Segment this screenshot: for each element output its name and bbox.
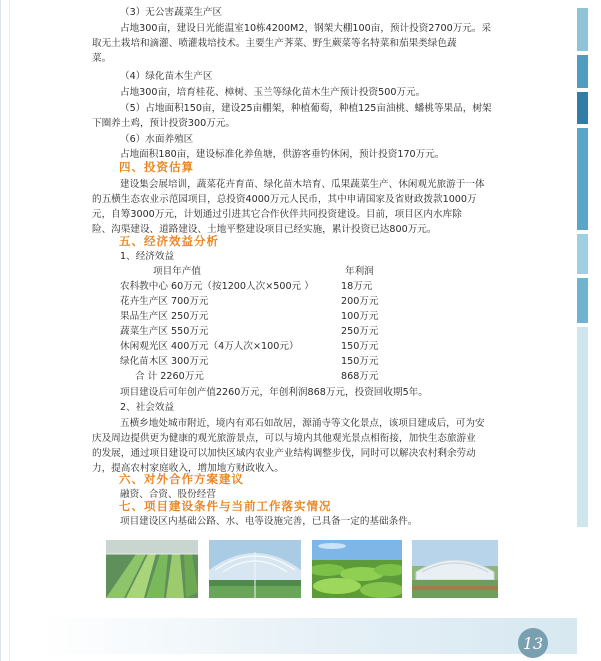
table-cell: 蔬菜生产区 550万元 (120, 326, 209, 337)
paragraph-line: 占地300亩，培育桂花、樟树、玉兰等绿化苗木生产预计投资500万元。 (120, 87, 426, 98)
table-cell: 868万元 (341, 371, 379, 382)
paragraph-line: 元，自筹3000万元，计划通过引进其它合作伙伴共同投资建设。目前，项目区内水库除 (92, 209, 462, 220)
photo-strip (106, 540, 498, 598)
paragraph-line: 庆及周边提供更为健康的观光旅游景点，可以与境内其他观光景点相衔接，加快生态旅游业 (92, 433, 476, 444)
table-cell: 绿化苗木区 300万元 (120, 356, 209, 367)
decor-bar (577, 55, 588, 88)
paragraph-line: 融资、合资、股份经营 (120, 489, 216, 500)
decor-bar (577, 278, 588, 323)
table-cell: 休闲观光区 400万元（4万人次×100元） (120, 341, 299, 352)
paragraph-line: 菜。 (92, 53, 112, 64)
heading-benefit-analysis: 五、经济效益分析 (119, 234, 219, 248)
left-divider (9, 0, 10, 661)
paragraph-line: 占地300亩，建设日光能温室10栋4200M2，钢架大棚100亩，预计投资2700万元。采 (120, 23, 492, 34)
decor-bar (577, 92, 588, 124)
decor-bar (577, 8, 588, 51)
paragraph-line: 的发展，通过项目建设可以加快区域内农业产业结构调整步伐，同时可以解决农村剩余劳动 (92, 448, 476, 459)
table-cell: 农科教中心 60万元（按1200人次×500元 ） (120, 281, 314, 292)
table-header-output: 项目年产值 (153, 266, 201, 277)
paragraph-line: 建设集会展培训，蔬菜花卉育苗、绿化苗木培育、瓜果蔬菜生产、休闲观光旅游于一体 (120, 179, 485, 190)
decor-bar (577, 327, 588, 527)
table-cell: 150万元 (341, 356, 379, 367)
table-cell: 250万元 (341, 326, 379, 337)
page-number-badge: 13 (518, 628, 548, 658)
decor-bar (577, 128, 588, 230)
paragraph-line: 险、沟渠建设、道路建设、土地平整建设项目已经实施，累计投资已达800万元。 (92, 224, 437, 235)
heading-conditions: 七、项目建设条件与当前工作落实情况 (119, 499, 332, 513)
decor-bar (577, 234, 588, 274)
table-cell: 合 计 2260万元 (135, 371, 204, 382)
paragraph-line: 的五横生态农业示范园项目，总投资4000万元人民币，其中申请国家及省财政拨款1000万 (92, 194, 477, 205)
paragraph-line: （5）占地面积150亩，建设25亩棚架，种植葡萄，种植125亩油桃、蟠桃等果品，树架 (120, 103, 492, 114)
footer-band (41, 618, 577, 654)
table-header-profit: 年利润 (345, 266, 374, 277)
table-cell: 100万元 (341, 311, 379, 322)
greenhouse-seedling-photo (106, 540, 198, 598)
paragraph-line: 项目建设后可年创产值2260万元，年创利润868万元，投资回收期5年。 (120, 387, 428, 398)
greenhouse-exterior-photo (412, 540, 498, 598)
paragraph-line: 取无土栽培和滴灌、喷灌栽培技术。主要生产荠菜、野生蕨菜等名特菜和茄果类绿色蔬 (92, 38, 457, 49)
paragraph-line: 下圈养土鸡，预计投资300万元。 (92, 118, 236, 129)
heading-investment: 四、投资估算 (119, 160, 194, 174)
table-cell: 200万元 (341, 296, 379, 307)
heading-cooperation: 六、对外合作方案建议 (119, 472, 244, 486)
paragraph-line: 项目建设区内基础公路、水、电等设施完善，已具备一定的基础条件。 (120, 516, 418, 527)
subheading-economic: 1、经济效益 (120, 251, 175, 262)
paragraph-line: 力，提高农村家庭收入，增加地方财政收入。 (92, 463, 284, 474)
section-3-title: （3）无公害蔬菜生产区 (120, 7, 223, 18)
table-cell: 150万元 (341, 341, 379, 352)
paragraph-line: 五横乡地处城市附近，境内有邓石如故居，源涌寺等文化景点，该项目建成后，可为安 (120, 418, 485, 429)
table-cell: 果品生产区 250万元 (120, 311, 209, 322)
section-6-title: （6）水面养殖区 (120, 134, 194, 145)
tea-field-photo (312, 540, 402, 598)
greenhouse-tunnel-photo (209, 540, 301, 598)
subheading-social: 2、社会效益 (120, 402, 175, 413)
table-cell: 花卉生产区 700万元 (120, 296, 209, 307)
paragraph-line: 占地面积180亩，建设标准化养鱼塘，供游客垂钓休闲，预计投资170万元。 (120, 149, 445, 160)
table-cell: 18万元 (341, 281, 373, 292)
section-4-title: （4）绿化苗木生产区 (120, 71, 213, 82)
